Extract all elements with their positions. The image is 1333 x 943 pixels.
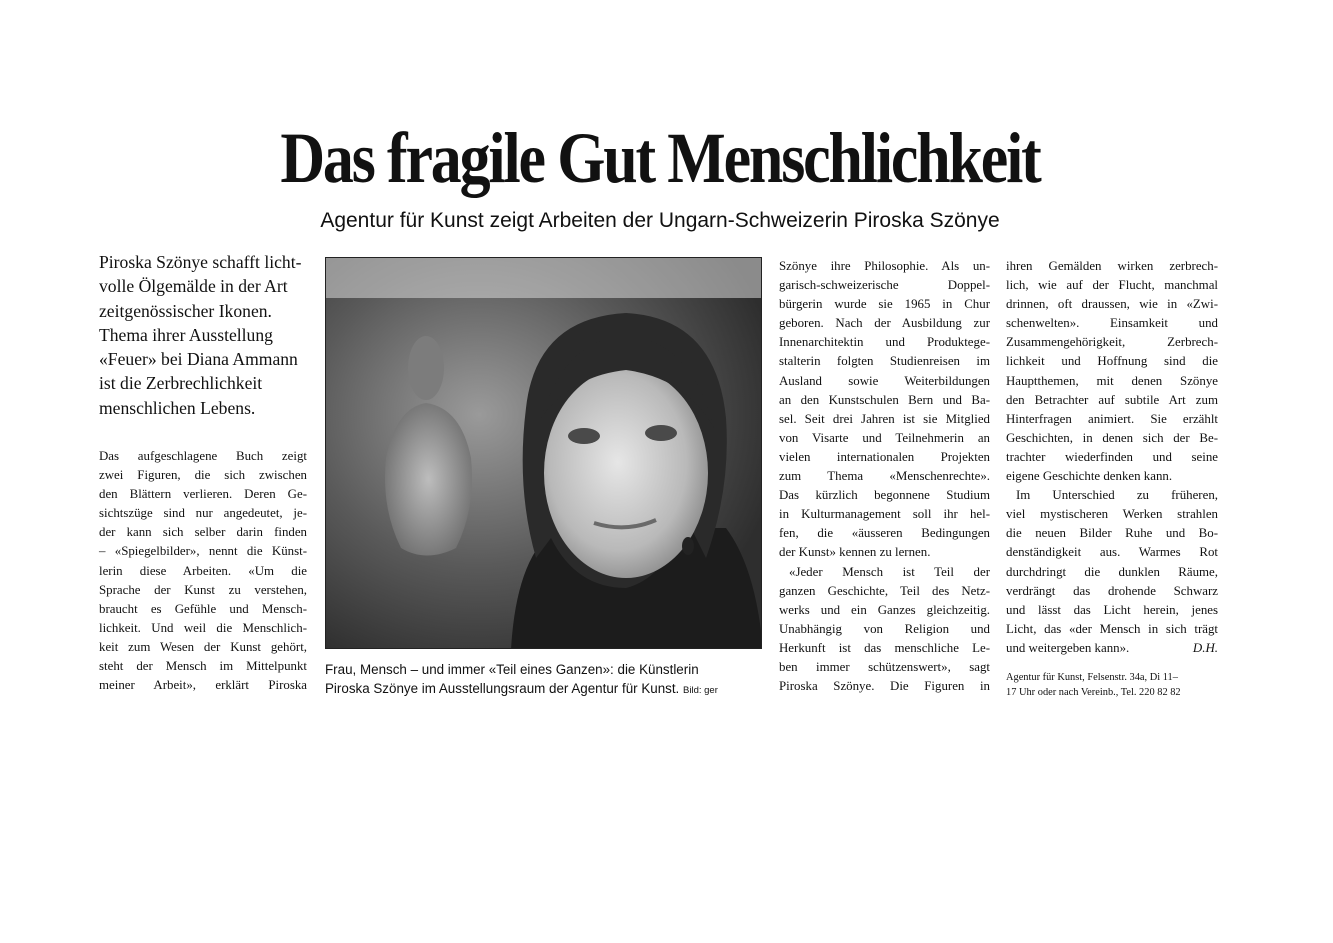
body-line: an den Kunstschulen Bern und Ba- [779,392,990,407]
body-line: meiner Arbeit», erklärt Piroska [99,678,307,693]
body-line: – «Spiegelbilder», nennt die Künst- [99,544,307,559]
body-line: verdrängt das drohende Schwarz [1006,583,1218,598]
body-line: der Kunst» kennen zu lernen. [779,545,931,560]
body-line: geboren. Nach der Ausbildung zur [779,316,990,331]
body-line: Unabhängig von Religion und [779,621,990,636]
body-line: Licht, das «der Mensch in sich trägt [1006,621,1218,636]
body-line-text: und weitergeben kann». [1006,640,1130,655]
body-line: lichkeit und Hoffnung sind die [1006,354,1218,369]
body-line: Herkunft ist das menschliche Le- [779,640,990,655]
lead-line: «Feuer» bei Diana Ammann [99,349,298,370]
body-line [1006,639,1218,658]
exhibition-info [1006,670,1218,700]
lead-paragraph [99,250,309,420]
body-line: Szönye ihre Philosophie. Als un- [779,259,990,273]
body-line: trachter wiederfinden und seine [1006,449,1218,464]
body-line: bürgerin wurde sie 1965 in Chur [779,297,990,312]
info-line: Agentur für Kunst, Felsenstr. 34a, Di 11– [1006,672,1178,683]
body-line: lichkeit. Und weil die Menschlich- [99,620,307,635]
photo-credit: Bild: ger [683,685,718,696]
body-line: garisch-schweizerische Doppel- [779,278,990,293]
body-line: zwei Figuren, die sich zwischen [99,468,307,483]
body-line: denständigkeit aus. Warmes Rot [1006,545,1218,560]
body-line: fen, die «äusseren Bedingungen [779,526,990,541]
portrait-photo-icon [326,258,762,649]
body-line: in Kulturmanagement soll ihr hel- [779,507,990,522]
body-line: sichtszüge sind nur angedeutet, je- [99,506,307,521]
body-line: Ausland sowie Weiterbildungen [779,373,990,388]
body-line: lich, wie auf der Flucht, manchmal [1006,278,1218,293]
headline: Das fragile Gut Menschlichkeit [280,118,1040,198]
body-line: steht der Mensch im Mittelpunkt [99,659,307,674]
body-line: Im Unterschied zu früheren, [1016,488,1218,503]
body-line: Zusammengehörigkeit, Zerbrech- [1006,335,1218,350]
body-line: Hinterfragen animiert. Sie erzählt [1006,411,1218,426]
body-line: Innenarchitektin und Produktege- [779,335,990,350]
lead-line: Thema ihrer Ausstellung [99,324,273,345]
body-line: die neuen Bilder Ruhe und Bo- [1006,526,1218,541]
body-line: viel mystischeren Werken strahlen [1006,507,1218,522]
caption-line: Frau, Mensch – und immer «Teil eines Ganzen»: die Künstlerin [325,662,699,677]
body-line: werks und ein Ganzes gleichzeitig. [779,602,990,617]
body-column-4 [1006,257,1218,658]
body-line: zum Thema «Menschenrechte». [779,469,990,484]
body-line: Das aufgeschlagene Buch zeigt [99,449,307,463]
body-line: und lässt das Licht herein, jenes [1006,602,1218,617]
body-line: stalterin folgten Studienreisen im [779,354,990,369]
body-line: keit zum Wesen der Kunst gehört, [99,639,307,654]
lead-line: volle Ölgemälde in der Art [99,276,288,297]
body-line: Geschichten, in denen sich der Be- [1006,430,1218,445]
body-line: Piroska Szönye. Die Figuren in [779,679,990,694]
body-line: drinnen, oft draussen, wie in «Zwi- [1006,297,1218,312]
body-column-3 [779,257,990,696]
lead-line: zeitgenössischer Ikonen. [99,300,272,321]
body-line: Das kürzlich begonnene Studium [779,488,990,503]
caption-line [325,679,770,700]
body-line: lerin diese Arbeiten. «Um die [99,563,307,578]
lead-line: ist die Zerbrechlichkeit [99,373,263,394]
subheadline: Agentur für Kunst zeigt Arbeiten der Ungarn-Schweizerin Piroska Szönye [320,209,1000,232]
body-line: ben immer schützenswert», sagt [779,659,990,674]
body-line: eigene Geschichte denken kann. [1006,469,1173,484]
body-line: vielen internationalen Projekten [779,449,990,464]
body-line: sel. Seit drei Jahren ist sie Mitglied [779,411,990,426]
body-line: schenwelten». Einsamkeit und [1006,316,1218,331]
body-line: durchdringt die dunklen Räume, [1006,564,1218,579]
body-line: der kann sich selber darin finden [99,525,307,540]
lead-line: menschlichen Lebens. [99,397,256,418]
body-line: Sprache der Kunst zu verstehen, [99,582,307,597]
body-line: ganzen Geschichte, Teil des Netz- [779,583,990,598]
body-line: Hauptthemen, mit denen Szönye [1006,373,1218,388]
body-column-1 [99,447,307,695]
info-line: 17 Uhr oder nach Vereinb., Tel. 220 82 82 [1006,687,1181,698]
body-line: ihren Gemälden wirken zerbrech- [1006,259,1218,273]
body-line: braucht es Gefühle und Mensch- [99,601,307,616]
photo-caption [325,660,770,700]
lead-line: Piroska Szönye schafft licht- [99,252,302,272]
body-line: von Visarte und Teilnehmerin an [779,430,990,445]
caption-text: Piroska Szönye im Ausstellungsraum der Agentur für Kunst. [325,681,680,696]
author-signature: D.H. [1192,640,1218,655]
body-line: den Blättern verlieren. Deren Ge- [99,487,307,502]
body-line: den Betrachter auf subtile Art zum [1006,392,1218,407]
article-photo [325,257,762,649]
body-line: «Jeder Mensch ist Teil der [789,564,990,579]
